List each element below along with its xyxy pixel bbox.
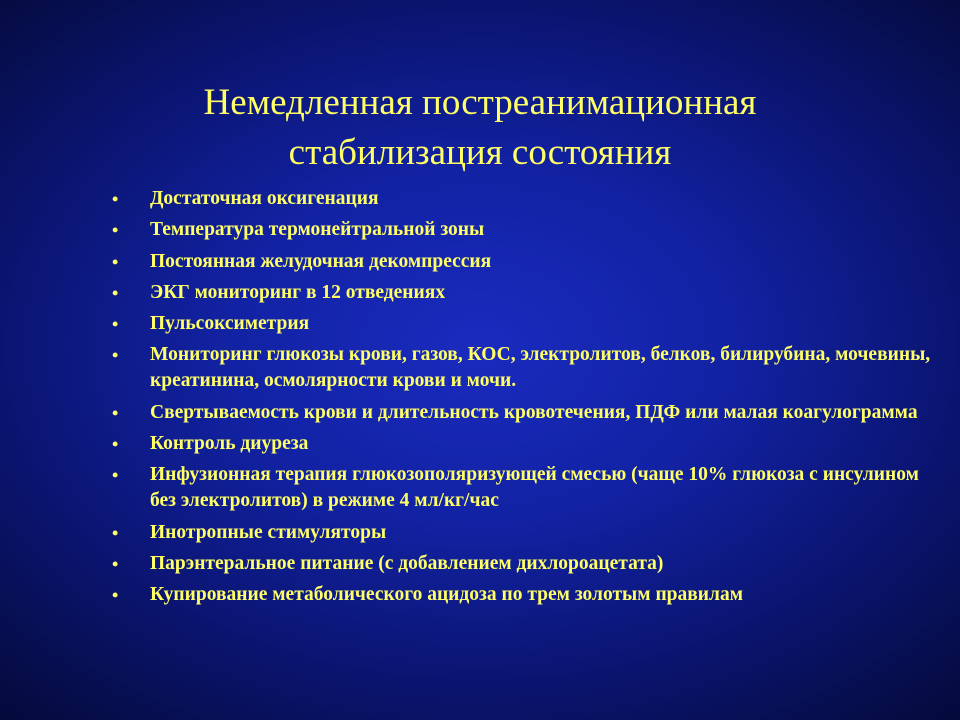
bullet-text: Мониторинг глюкозы крови, газов, КОС, электролитов, белков, билирубина, мочевины, креатинина, осмолярности крови и мочи. [150, 344, 931, 392]
bullet-text: Пульсоксиметрия [150, 313, 310, 335]
bullet-item-oxygenation [112, 186, 932, 212]
bullet-dot-icon: • [112, 345, 119, 366]
bullet-dot-icon: • [112, 251, 119, 272]
bullet-text: Парэнтеральное питание (с добавлением дихлороацетата) [150, 552, 664, 574]
bullet-item-blood-monitoring [112, 342, 932, 394]
bullet-list [112, 186, 932, 614]
bullet-dot-icon: • [112, 220, 119, 241]
bullet-text: Контроль диуреза [150, 433, 309, 455]
bullet-dot-icon: • [112, 585, 119, 606]
bullet-item-infusion-therapy [112, 462, 932, 514]
bullet-dot-icon: • [112, 553, 119, 574]
bullet-item-acidosis-correction [112, 582, 932, 608]
bullet-dot-icon: • [112, 402, 119, 423]
bullet-dot-icon: • [112, 314, 119, 335]
title-line-2: стабилизация состояния [288, 132, 672, 173]
bullet-item-inotropes [112, 520, 932, 546]
bullet-dot-icon: • [112, 282, 119, 303]
bullet-dot-icon: • [112, 465, 119, 486]
bullet-text: Постоянная желудочная декомпрессия [150, 250, 492, 272]
bullet-item-temperature [112, 217, 932, 243]
bullet-text: Достаточная оксигенация [150, 188, 379, 209]
bullet-item-parenteral-nutrition [112, 551, 932, 577]
bullet-item-diuresis [112, 431, 932, 457]
title-line-1: Немедленная постреанимационная [203, 82, 757, 123]
bullet-dot-icon: • [112, 434, 119, 455]
bullet-text: Инфузионная терапия глюкозополяризующей смесью (чаще 10% глюкоза с инсулином без электролитов) в режиме 4 мл/кг/час [150, 464, 919, 512]
bullet-item-pulse-oximetry [112, 311, 932, 337]
bullet-item-ecg [112, 280, 932, 306]
slide-title [0, 78, 960, 178]
bullet-dot-icon: • [112, 189, 119, 209]
bullet-text: Температура термонейтральной зоны [150, 219, 485, 241]
bullet-text: Купирование метаболического ацидоза по трем золотым правилам [150, 584, 744, 606]
bullet-text: Свертываемость крови и длительность кровотечения, ПДФ или малая коагулограмма [150, 401, 918, 423]
bullet-text: ЭКГ мониторинг в 12 отведениях [150, 281, 446, 303]
bullet-text: Инотропные стимуляторы [150, 521, 387, 543]
bullet-item-gastric-decompression [112, 249, 932, 275]
bullet-dot-icon: • [112, 522, 119, 543]
bullet-item-coagulation [112, 400, 932, 426]
